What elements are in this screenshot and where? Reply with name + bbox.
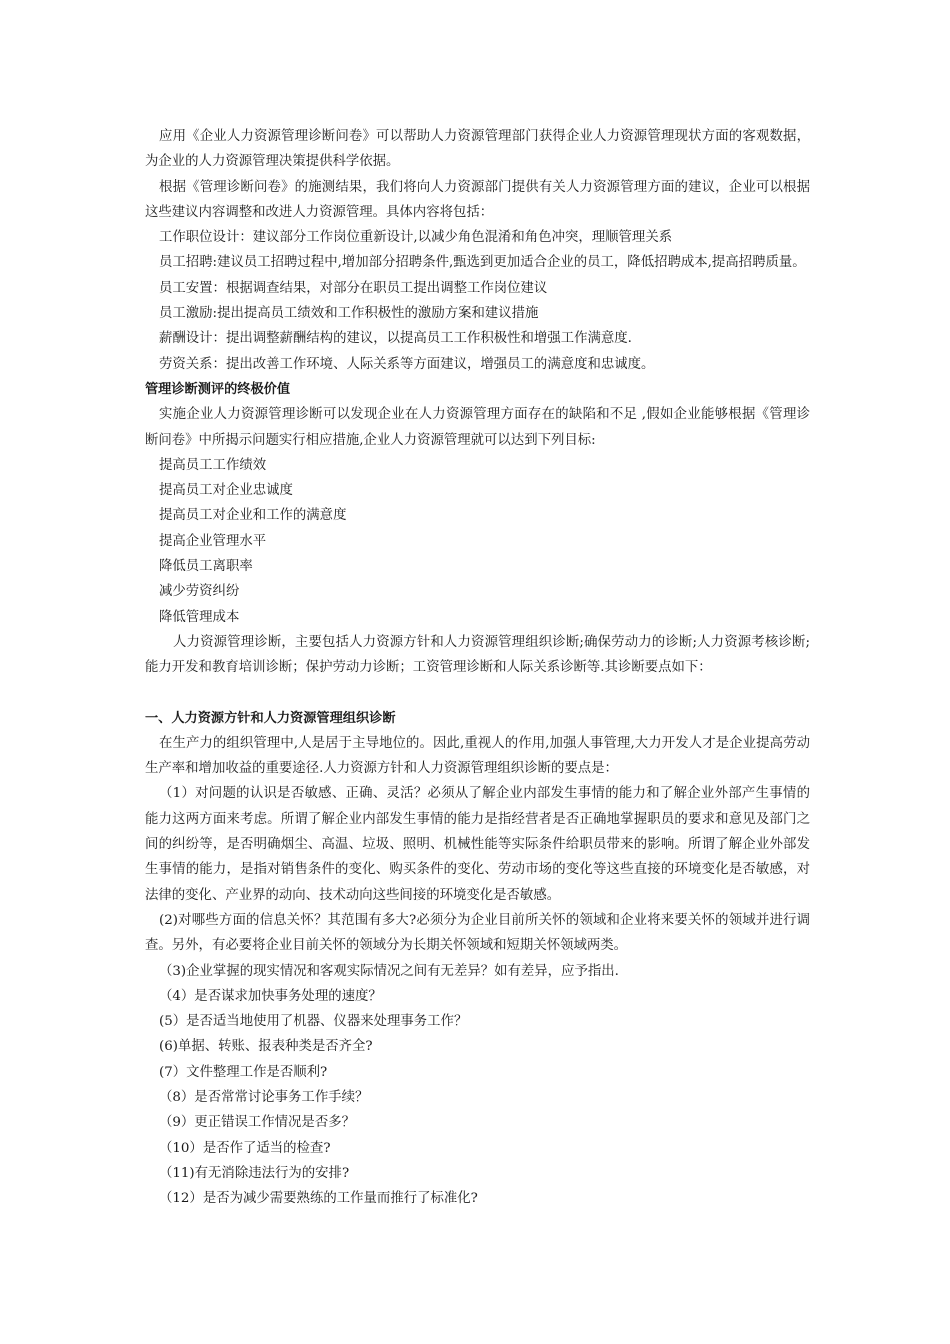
section-heading: 一、人力资源方针和人力资源管理组织诊断 <box>145 710 396 726</box>
section-paragraph: 实施企业人力资源管理诊断可以发现企业在人力资源管理方面存在的缺陷和不足 ,假如企业能够根据《管理诊断问卷》中所揭示问题实行相应措施,企业人力资源管理就可以达到下列目标: <box>145 407 810 448</box>
suggestion-item: 工作职位设计：建议部分工作岗位重新设计,以减少角色混淆和角色冲突，理顺管理关系 <box>159 230 673 246</box>
goal-item: 降低管理成本 <box>159 609 240 625</box>
diagnosis-point: (6)单据、转账、报表种类是否齐全? <box>159 1039 373 1055</box>
diagnosis-point: （10）是否作了适当的检查? <box>159 1140 331 1156</box>
diagnosis-point: （8）是否常常讨论事务工作手续？ <box>159 1089 369 1105</box>
section-paragraph: 在生产力的组织管理中,人是居于主导地位的。因此,重视人的作用,加强人事管理,大力开发人才是企业提高劳动生产率和增加收益的重要途径.人力资源方针和人力资源管理组织诊断的要点是： <box>145 735 810 777</box>
diagnosis-point: （12）是否为减少需要熟练的工作量而推行了标准化? <box>159 1191 478 1207</box>
diagnosis-point: （11)有无消除违法行为的安排? <box>159 1165 350 1181</box>
diagnosis-point: （9）更正错误工作情况是否多？ <box>159 1115 355 1131</box>
summary-paragraph: 人力资源管理诊断，主要包括人力资源方针和人力资源管理组织诊断;确保劳动力的诊断;人力资源考核诊断;能力开发和教育培训诊断；保护劳动力诊断；工资管理诊断和人际关系诊断等.其诊断要点如下： <box>145 634 810 676</box>
goal-item: 提高员工对企业忠诚度 <box>159 483 293 499</box>
diagnosis-point: (7）文件整理工作是否顺利? <box>159 1064 328 1080</box>
goal-item: 提高员工对企业和工作的满意度 <box>159 508 347 524</box>
suggestion-item: 薪酬设计：提出调整薪酬结构的建议，以提高员工工作积极性和增强工作满意度. <box>159 331 632 347</box>
diagnosis-point: (5）是否适当地使用了机器、仪器来处理事务工作？ <box>159 1014 468 1030</box>
goal-item: 提高员工工作绩效 <box>159 457 267 473</box>
goal-item: 降低员工离职率 <box>159 559 253 575</box>
goal-item: 提高企业管理水平 <box>159 533 267 549</box>
suggestion-item: 劳资关系：提出改善工作环境、人际关系等方面建议，增强员工的满意度和忠诚度。 <box>159 356 655 372</box>
diagnosis-point: （1）对问题的认识是否敏感、正确、灵活？必须从了解企业内部发生事情的能力和了解企业外部产生事情的能力这两方面来考虑。所谓了解企业内部发生事情的能力是指经营者是否正确地掌握职员的要求和意见及部门之间的纠纷等，是否明确烟尘、高温、垃圾、照明、机械性能等实际条件给职员带来的影响。所谓了解企业外部发生事情的能力，是指对销售条件的变化、购买条件的变化、劳动市场的变化等这些直接的环境变化是否敏感，对法律的变化、产业界的动向、技术动向这些间接的环境变化是否敏感。 <box>145 786 810 903</box>
section-heading: 管理诊断测评的终极价值 <box>145 381 291 397</box>
blank-line <box>145 681 810 706</box>
intro-paragraph-1: 应用《企业人力资源管理诊断问卷》可以帮助人力资源管理部门获得企业人力资源管理现状方面的客观数据，为企业的人力资源管理决策提供科学依据。 <box>145 129 810 170</box>
diagnosis-point: (2)对哪些方面的信息关怀？其范围有多大?必须分为企业目前所关怀的领域和企业将来要关怀的领域并进行调查。另外，有必要将企业目前关怀的领域分为长期关怀领域和短期关怀领域两类。 <box>145 912 810 954</box>
goal-item: 减少劳资纠纷 <box>159 584 240 600</box>
intro-paragraph-2: 根据《管理诊断问卷》的施测结果，我们将向人力资源部门提供有关人力资源管理方面的建议，企业可以根据这些建议内容调整和改进人力资源管理。具体内容将包括： <box>145 179 810 220</box>
suggestion-item: 员工激励:提出提高员工绩效和工作积极性的激励方案和建议措施 <box>159 306 539 322</box>
suggestion-item: 员工招聘:建议员工招聘过程中,增加部分招聘条件,甄选到更加适合企业的员工，降低招聘成本,提高招聘质量。 <box>159 255 806 271</box>
suggestion-item: 员工安置：根据调查结果，对部分在职员工提出调整工作岗位建议 <box>159 280 548 296</box>
diagnosis-point: （3)企业掌握的现实情况和客观实际情况之间有无差异？如有差异，应予指出. <box>159 963 619 979</box>
document-page <box>145 124 810 1211</box>
diagnosis-point: （4）是否谋求加快事务处理的速度？ <box>159 988 382 1004</box>
